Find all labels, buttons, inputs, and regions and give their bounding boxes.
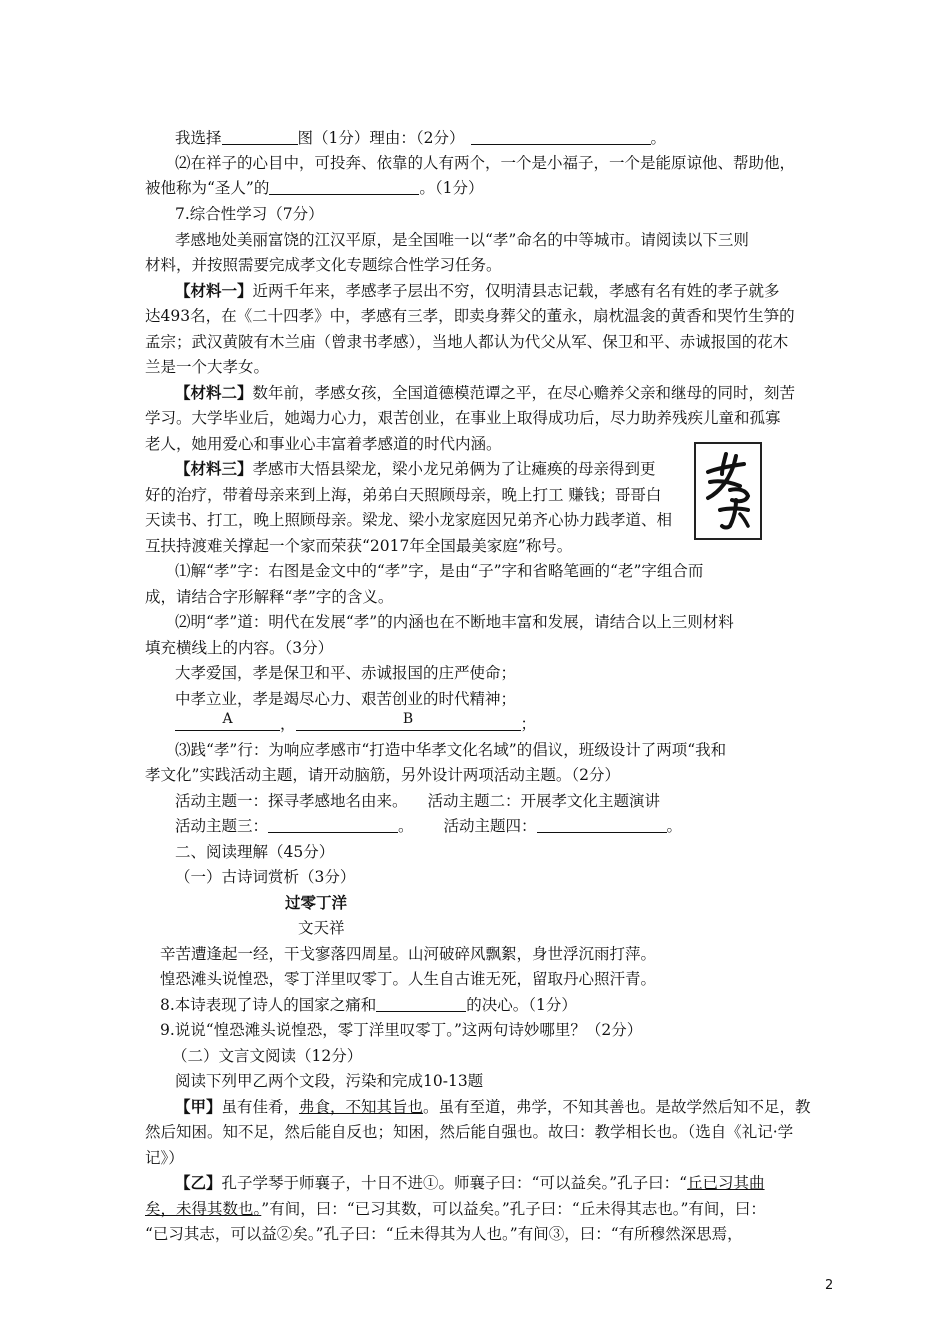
answer-blank[interactable]	[269, 179, 419, 195]
poem-line2: 惶恐滩头说惶恐，零丁洋里叹零丁。人生自古谁无死，留取丹心照汗青。	[160, 970, 657, 988]
section2-heading: 二、阅读理解（45分）	[175, 843, 335, 861]
activity-row1	[175, 791, 660, 811]
q8-blank[interactable]	[376, 996, 466, 1012]
q7-heading: 7.综合性学习（7分）	[175, 205, 324, 223]
material3-tag: 【材料三】	[175, 459, 253, 478]
material1-line1: 【材料一】近两千年来，孝感孝子层出不穷，仅明清县志记载，孝感有名有姓的孝子就多	[175, 281, 780, 300]
passage-yi-line3: “已习其志，可以益②矣。”孔子曰：“丘未得其为人也。”有间③，曰：“有所穆然深思焉，	[145, 1225, 743, 1243]
passage-jia-tag: 【甲】	[175, 1097, 222, 1116]
answer-blank[interactable]	[222, 129, 298, 145]
q6-sub2-line2: 被他称为“圣人”的 。（1分）	[145, 179, 484, 197]
activity-row2: 活动主题三： 。 活动主题四： 。	[175, 817, 683, 835]
poem-subsection-heading: （一）古诗词赏析（3分）	[175, 868, 356, 886]
passage-jia-line1: 【甲】虽有佳肴，弗食，不知其旨也。虽有至道，弗学，不知其善也。是故学然后知不足，教	[175, 1097, 811, 1116]
poem-line1: 辛苦遭逢起一经，干戈寥落四周星。山河破碎风飘絮，身世浮沉雨打萍。	[160, 945, 657, 963]
q7-part2-blanks: A ， B ；	[175, 714, 536, 734]
blank-a[interactable]: A	[175, 715, 280, 731]
passage-jia-line3: 记》）	[145, 1149, 184, 1167]
material2-tag: 【材料二】	[175, 383, 253, 402]
xiao-glyph-icon	[700, 448, 756, 534]
passage-yi-line1: 【乙】孔子学琴于师襄子，十日不进①。师襄子曰：“可以益矣。”孔子曰：“丘已习其曲	[175, 1173, 765, 1192]
q7-part1-line2: 成，请结合字形解释“孝”字的含义。	[145, 588, 394, 606]
material1-line3: 孟宗；武汉黄陂有木兰庙（曾隶书孝感），当地人都认为代父从军、保卫和平、赤诚报国的花木	[145, 333, 789, 351]
material3-line1: 【材料三】孝感市大悟县梁龙，梁小龙兄弟俩为了让瘫痪的母亲得到更	[175, 459, 656, 478]
material3-line4: 互扶持渡难关撑起一个家而荣获“2017年全国最美家庭”称号。	[145, 537, 573, 555]
material1-line2: 达493名，在《二十四孝》中，孝感有三孝，即卖身葬父的董永，扇枕温衾的黄香和哭竹生笋的	[145, 307, 795, 325]
poem-author: 文天祥	[298, 919, 345, 937]
blank-b[interactable]: B	[296, 715, 521, 731]
q7-part2-stmt-b: 中孝立业，孝是竭尽心力、艰苦创业的时代精神；	[175, 690, 517, 708]
poem-title: 过零丁洋	[285, 894, 348, 912]
q7-intro-line1: 孝感地处美丽富饶的江汉平原，是全国唯一以“孝”命名的中等城市。请阅读以下三则	[175, 231, 749, 249]
activity-1: 活动主题一：探寻孝感地名由来。	[175, 792, 408, 810]
q6-choice-line: 我选择 图（1分）理由：（2分） 。	[175, 129, 667, 147]
q7-part3-line1: ⑶践“孝”行：为响应孝感市“打造中华孝文化名域”的倡议，班级设计了两项“我和	[175, 741, 727, 759]
q6-sub2-line1: ⑵在祥子的心目中，可投奔、依靠的人有两个，一个是小福子，一个是能原谅他、帮助他，	[175, 154, 796, 172]
activity-4-label: 活动主题四：	[443, 817, 537, 835]
passage-yi-tag: 【乙】	[175, 1173, 222, 1192]
q6-choose-text: 我选择	[175, 129, 222, 147]
activity-4-blank[interactable]	[537, 817, 667, 833]
passage-yi-line2: 矣，未得其数也。”有间，曰：“已习其数，可以益矣。”孔子曰：“丘未得其志也。”有间，曰：	[145, 1200, 766, 1218]
q7-part3-line2: 孝文化”实践活动主题，请开动脑筋，另外设计两项活动主题。（2分）	[145, 766, 621, 784]
page-number: 2	[825, 1278, 834, 1293]
material2-line1: 【材料二】数年前，孝感女孩，全国道德模范谭之平，在尽心赡养父亲和继母的同时，刻苦	[175, 383, 796, 402]
q6-reason-label: 图（1分）理由：（2分）	[297, 129, 465, 147]
underlined-sentence: 矣，未得其数也。	[145, 1200, 262, 1218]
q7-part2-stmt-a: 大孝爱国，孝是保卫和平、赤诚报国的庄严使命；	[175, 664, 517, 682]
q7-part2-line1: ⑵明“孝”道：明代在发展“孝”的内涵也在不断地丰富和发展，请结合以上三则材料	[175, 613, 734, 631]
underlined-sentence: 丘已习其曲	[687, 1174, 765, 1192]
q7-part1-line1: ⑴解“孝”字：右图是金文中的“孝”字，是由“子”字和省略笔画的“老”字组合而	[175, 562, 704, 580]
q9: 9.说说“惶恐滩头说惶恐，零丁洋里叹零丁。”这两句诗妙哪里？（2分）	[160, 1021, 643, 1039]
q7-intro-line2: 材料，并按照需要完成孝文化专题综合性学习任务。	[145, 256, 502, 274]
material2-line3: 老人，她用爱心和事业心丰富着孝感道的时代内涵。	[145, 435, 502, 453]
passage-jia-line2: 然后知困。知不足，然后能自反也；知困，然后能自强也。故曰：教学相长也。（选自《礼记·学	[145, 1123, 794, 1141]
material3-line3: 天读书、打工，晚上照顾母亲。梁龙、梁小龙家庭因兄弟齐心协力践孝道、相	[145, 511, 673, 529]
answer-blank[interactable]	[471, 129, 651, 145]
activity-2: 活动主题二：开展孝文化主题演讲	[427, 792, 661, 810]
q8: 8.本诗表现了诗人的国家之痛和 的决心。（1分）	[160, 996, 577, 1014]
material1-tag: 【材料一】	[175, 281, 253, 300]
material1-line4: 兰是一个大孝女。	[145, 358, 270, 376]
material3-line2: 好的治疗，带着母亲来到上海，弟弟白天照顾母亲，晚上打工 赚钱；哥哥白	[145, 486, 662, 504]
xiao-bronze-script-image	[694, 442, 762, 540]
classical-subsection-heading: （二）文言文阅读（12分）	[172, 1047, 363, 1065]
activity-3-label: 活动主题三：	[175, 817, 269, 835]
activity-3-blank[interactable]	[268, 817, 398, 833]
material2-line2: 学习。大学毕业后，她竭力心力，艰苦创业，在事业上取得成功后，尽力助养残疾儿童和孤寡	[145, 409, 781, 427]
q7-part2-line2: 填充横线上的内容。（3分）	[145, 639, 334, 657]
underlined-sentence: 弗食，不知其旨也	[299, 1098, 424, 1116]
reading-instruction: 阅读下列甲乙两个文段，污染和完成10-13题	[175, 1072, 484, 1090]
